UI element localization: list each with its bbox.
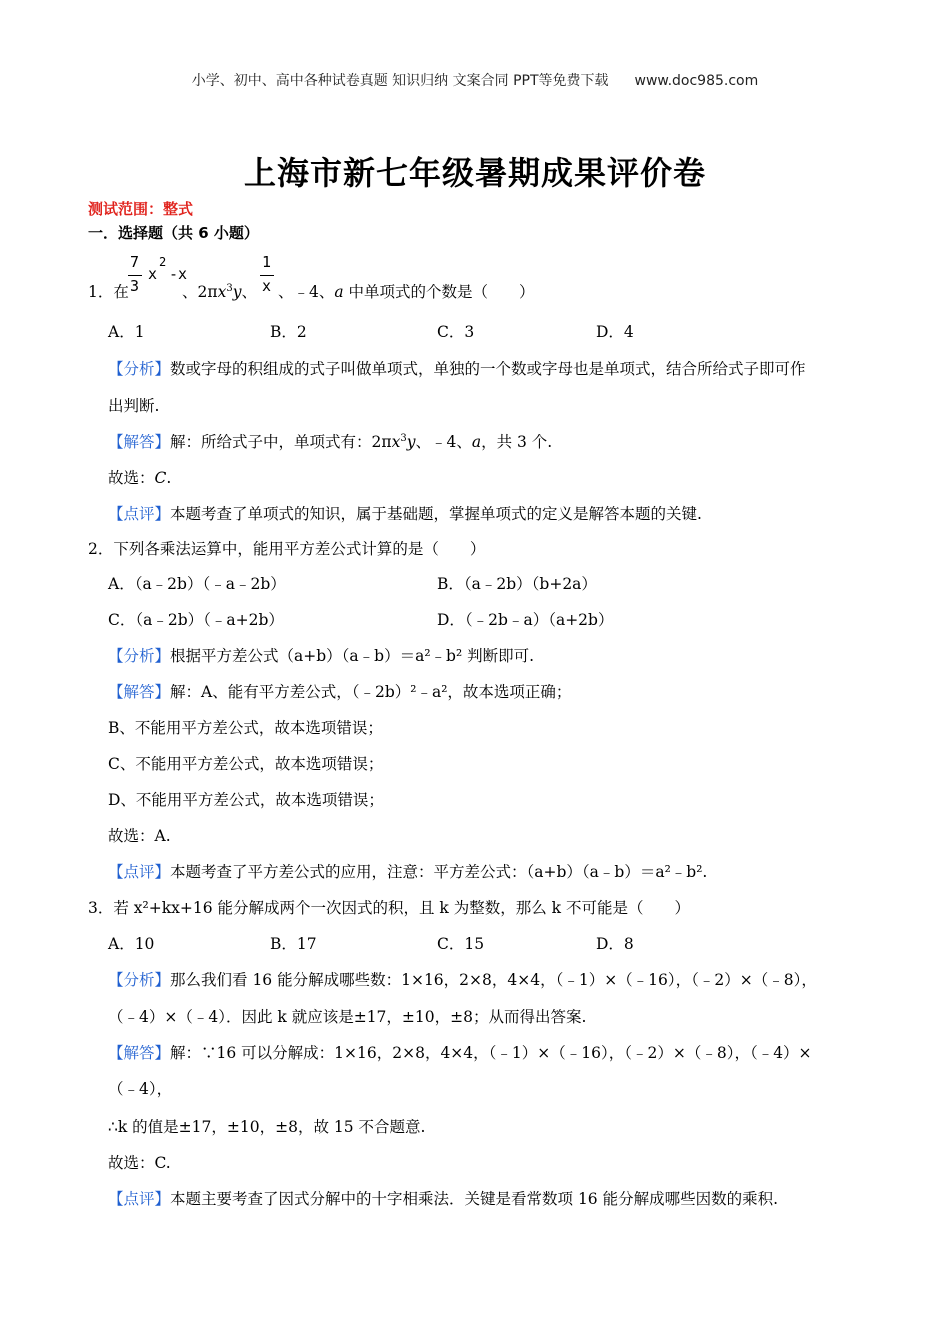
q3-option-a: A．10 [108, 935, 155, 953]
q2-option-c: C．（a﹣2b）（﹣a+2b） [108, 611, 284, 629]
q1-option-b: B．2 [270, 323, 307, 341]
q2-comment: 【点评】本题考查了平方差公式的应用，注意：平方差公式：（a+b）（a﹣b）＝a²﹣b². [108, 863, 708, 881]
q2-option-d: D．（﹣2b﹣a）（a+2b） [437, 611, 614, 629]
q1-option-c: C．3 [437, 323, 475, 341]
page-title: 上海市新七年级暑期成果评价卷 [243, 154, 706, 192]
q1-choice: 故选：C. [108, 469, 172, 487]
q3-analysis-cont: （﹣4）×（﹣4）．因此 k 就应该是±17，±10，±8；从而得出答案. [108, 1008, 587, 1026]
page-header [0, 70, 950, 90]
q1-term-2: 、$2\pi x^3y$、 [182, 283, 257, 301]
q3-option-c: C．15 [437, 935, 485, 953]
q3-choice: 故选：C. [108, 1154, 171, 1172]
q2-stem: 2．下列各乘法运算中，能用平方差公式计算的是（ ） [88, 540, 486, 558]
q2-option-b: B．（a﹣2b）（b+2a） [437, 575, 597, 593]
q2-answer-c: C、不能用平方差公式，故本选项错误； [108, 755, 384, 773]
q2-analysis: 【分析】根据平方差公式（a+b）（a﹣b）＝a²﹣b² 判断即可. [108, 647, 535, 665]
q1-analysis-cont: 出判断. [108, 397, 160, 415]
q1-analysis: 【分析】数或字母的积组成的式子叫做单项式，单独的一个数或字母也是单项式，结合所给式子即可作 [108, 360, 806, 378]
q1-option-a: A．1 [108, 323, 145, 341]
test-scope: 测试范围：整式 [88, 200, 194, 218]
q1-stem-tail: 、﹣4、a 中单项式的个数是（ ） [278, 283, 535, 301]
q3-answer-result: ∴k 的值是±17，±10，±8，故 15 不合题意. [108, 1118, 426, 1136]
q2-answer: 【解答】解：A、能有平方差公式，（﹣2b）²﹣a²，故本选项正确； [108, 683, 572, 701]
section-heading: 一．选择题（共 6 小题） [88, 224, 259, 242]
q2-choice: 故选：A. [108, 827, 171, 845]
header-url[interactable]: www.doc985.com [634, 73, 759, 89]
q3-stem: 3．若 x²+kx+16 能分解成两个一次因式的积，且 k 为整数，那么 k 不可能是（ ） [88, 899, 690, 917]
q3-option-b: B．17 [270, 935, 317, 953]
q3-answer: 【解答】解：∵16 可以分解成：1×16，2×8，4×4，（﹣1）×（﹣16），（﹣2）×（﹣8），（﹣4）× [108, 1044, 812, 1062]
q1-comment: 【点评】本题考查了单项式的知识，属于基础题，掌握单项式的定义是解答本题的关键. [108, 505, 702, 523]
q3-answer-cont: （﹣4）， [108, 1080, 173, 1098]
q3-comment: 【点评】本题主要考查了因式分解中的十字相乘法．关键是看常数项 16 能分解成哪些因数的乘积. [108, 1190, 779, 1208]
q1-number: 1．在 [88, 283, 129, 301]
q2-answer-d: D、不能用平方差公式，故本选项错误； [108, 791, 384, 809]
header-text: 小学、初中、高中各种试卷真题 知识归纳 文案合同 PPT等免费下载 [191, 73, 609, 89]
q3-analysis: 【分析】那么我们看 16 能分解成哪些数：1×16，2×8，4×4，（﹣1）×（﹣16），（﹣2）×（﹣8）， [108, 971, 817, 989]
q2-answer-b: B、不能用平方差公式，故本选项错误； [108, 719, 383, 737]
q1-option-d: D．4 [596, 323, 634, 341]
q1-fraction-2: 1 x [260, 253, 280, 293]
q3-option-d: D．8 [596, 935, 634, 953]
q2-option-a: A．（a﹣2b）（﹣a﹣2b） [108, 575, 286, 593]
q1-fraction-1: 7 3 x 2 -x [130, 253, 188, 295]
q1-answer: 【解答】解：所给式子中，单项式有：$2\pi x^3y$、﹣4、a，共 3 个. [108, 433, 553, 451]
